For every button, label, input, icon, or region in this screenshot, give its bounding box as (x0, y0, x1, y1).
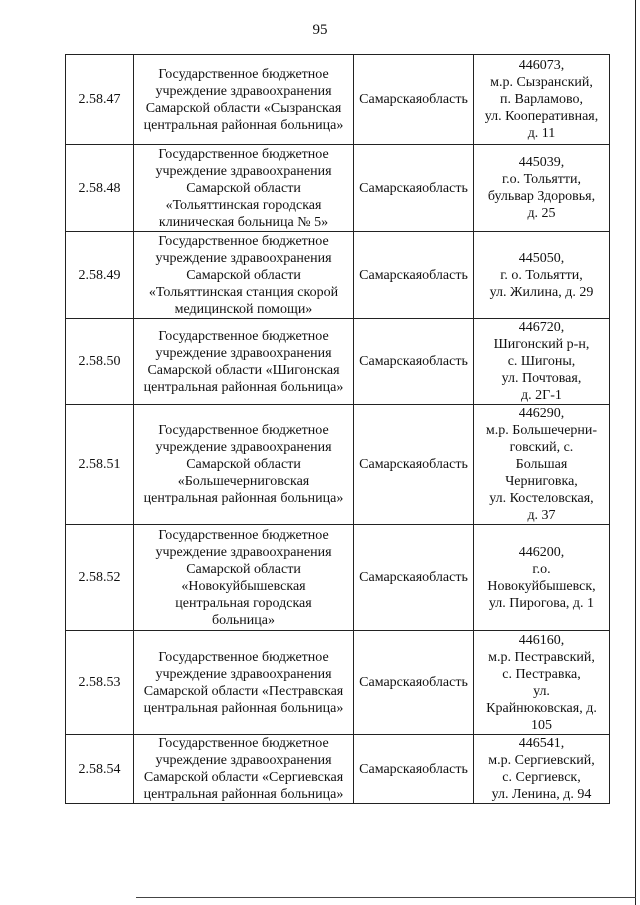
institution-name-line: учреждение здравоохранения (155, 83, 332, 99)
institution-name-line: Государственное бюджетное (158, 66, 329, 82)
address-line: 105 (531, 717, 552, 733)
address-line: ул. Костеловская, (489, 491, 594, 506)
address-line: г.о. Тольятти, (501, 172, 582, 187)
address-line: 446290, (518, 406, 565, 421)
institution-name-line: центральная районная больница» (143, 491, 344, 506)
region (354, 145, 474, 232)
address-line: 446160, (518, 632, 565, 648)
address (474, 55, 610, 145)
address (474, 232, 610, 319)
institution-name-line: Государственное бюджетное (158, 527, 329, 543)
region-line: Самарская (359, 267, 423, 283)
institution-name-line: «Тольяттинская станция скорой (148, 284, 339, 300)
institution-name-line: клиническая больница № 5» (158, 214, 329, 230)
region-line: Самарская (359, 92, 423, 107)
institution-name (134, 525, 354, 631)
row-number: 2.58.50 (66, 319, 134, 405)
address (474, 405, 610, 525)
address-line: Большая (515, 457, 568, 472)
region (354, 631, 474, 735)
institution-name-line: «Тольяттинская городская (165, 197, 322, 213)
table-row (66, 525, 610, 631)
institution-name-line: центральная районная больница» (143, 700, 344, 716)
row-number: 2.58.53 (66, 631, 134, 735)
region-line: область (422, 92, 468, 107)
region (354, 405, 474, 525)
address-line: ул. Пирогова, д. 1 (488, 595, 595, 611)
region-line: Самарская (359, 675, 423, 690)
address-line: г.о. (532, 561, 551, 577)
region (354, 55, 474, 145)
region-line: Самарская (359, 180, 423, 196)
region-line: Самарская (359, 570, 423, 585)
row-number: 2.58.48 (66, 145, 134, 232)
address-line: 445050, (518, 250, 565, 266)
institution-name (134, 735, 354, 804)
institution-name-line: больница» (212, 612, 275, 628)
address-line: Крайнюковская, д. (486, 700, 597, 716)
address-line: с. Пестравка, (502, 666, 581, 682)
address (474, 145, 610, 232)
scan-edge-bottom (136, 897, 636, 898)
table-row (66, 735, 610, 804)
institution-name-line: медицинской помощи» (174, 301, 313, 317)
row-number: 2.58.52 (66, 525, 134, 631)
address-line: бульвар Здоровья, (487, 189, 596, 204)
table-row (66, 405, 610, 525)
scan-edge-right (635, 0, 636, 905)
institution-name-line: Государственное бюджетное (158, 146, 329, 162)
address-line: д. 25 (527, 206, 556, 221)
address-line: м.р. Сызранский, (490, 75, 593, 90)
address-line: 446541, (518, 736, 565, 751)
address-line: п. Варламово, (500, 92, 583, 107)
address-line: м.р. Сергиевский, (488, 753, 595, 768)
institution-name-line: «Большечерниговская (177, 474, 310, 489)
institution-name-line: центральная районная больница» (143, 117, 344, 133)
institution-name-line: Самарской области «Пестравская (143, 683, 344, 699)
institution-name-line: учреждение здравоохранения (155, 666, 332, 682)
address-line: ул. Почтовая, (501, 371, 582, 386)
institution-name-line: учреждение здравоохранения (155, 250, 332, 266)
address-line: д. 37 (527, 508, 556, 523)
address-line: говский, с. (509, 440, 574, 455)
registry-table (65, 54, 610, 804)
address (474, 319, 610, 405)
registry-table-body (66, 55, 610, 804)
address-line: д. 2Г-1 (521, 388, 562, 403)
region-line: Самарская (359, 457, 423, 472)
address-line: Черниговка, (505, 474, 578, 489)
row-number: 2.58.47 (66, 55, 134, 145)
address-line: ул. Кооперативная, (484, 109, 599, 124)
address-line: 446200, (518, 544, 565, 560)
institution-name (134, 405, 354, 525)
address-line: м.р. Пестравский, (488, 649, 595, 665)
region-line: Самарская (359, 354, 423, 369)
institution-name (134, 232, 354, 319)
region (354, 319, 474, 405)
address (474, 631, 610, 735)
address-line: 446720, (518, 320, 565, 335)
institution-name-line: учреждение здравоохранения (155, 753, 332, 768)
institution-name-line: «Новокуйбышевская (181, 578, 306, 594)
institution-name-line: центральная районная больница» (143, 787, 344, 802)
region (354, 232, 474, 319)
institution-name-line: Государственное бюджетное (158, 649, 329, 665)
table-row (66, 631, 610, 735)
institution-name-line: Государственное бюджетное (158, 423, 329, 438)
address (474, 735, 610, 804)
address-line: 445039, (518, 155, 565, 170)
region-line: область (422, 761, 468, 777)
institution-name-line: Самарской области «Сергиевская (143, 770, 344, 785)
institution-name-line: Государственное бюджетное (158, 736, 329, 751)
institution-name-line: учреждение здравоохранения (155, 544, 332, 560)
region-line: область (422, 267, 468, 283)
institution-name-line: Государственное бюджетное (158, 328, 329, 344)
page-number: 95 (312, 22, 328, 38)
address-line: ул. (533, 683, 550, 699)
address-line: Новокуйбышевск, (487, 578, 596, 594)
table-row (66, 145, 610, 232)
region-line: область (422, 354, 468, 369)
institution-name-line: Государственное бюджетное (158, 233, 329, 249)
institution-name-line: центральная городская (175, 595, 312, 611)
institution-name-line: учреждение здравоохранения (155, 345, 332, 361)
institution-name-line: Самарской области «Шигонская (147, 362, 340, 378)
table-row (66, 232, 610, 319)
row-number: 2.58.54 (66, 735, 134, 804)
address-line: г. о. Тольятти, (500, 267, 583, 283)
region (354, 525, 474, 631)
institution-name-line: учреждение здравоохранения (155, 440, 332, 455)
address-line: ул. Ленина, д. 94 (491, 787, 592, 802)
address-line: Шигонский р-н, (493, 337, 590, 352)
address-line: д. 11 (527, 126, 556, 141)
institution-name-line: Самарской области «Сызранская (145, 100, 342, 116)
region-line: область (422, 675, 468, 690)
institution-name (134, 55, 354, 145)
institution-name-line: Самарской области (186, 180, 301, 196)
region-line: Самарская (359, 761, 423, 777)
institution-name-line: Самарской области (186, 457, 301, 472)
region-line: область (422, 570, 468, 585)
row-number: 2.58.49 (66, 232, 134, 319)
address-line: с. Шигоны, (507, 354, 576, 369)
address (474, 525, 610, 631)
institution-name-line: Самарской области (186, 561, 301, 577)
institution-name-line: центральная районная больница» (143, 379, 344, 395)
region-line: область (422, 180, 468, 196)
address-line: ул. Жилина, д. 29 (489, 284, 594, 300)
address-line: с. Сергиевск, (502, 770, 581, 785)
region (354, 735, 474, 804)
region-line: область (422, 457, 468, 472)
institution-name (134, 631, 354, 735)
row-number: 2.58.51 (66, 405, 134, 525)
institution-name (134, 319, 354, 405)
table-row (66, 55, 610, 145)
institution-name-line: Самарской области (186, 267, 301, 283)
address-line: м.р. Большечерни- (485, 423, 598, 438)
table-row (66, 319, 610, 405)
address-line: 446073, (518, 58, 565, 73)
institution-name-line: учреждение здравоохранения (155, 163, 332, 179)
institution-name (134, 145, 354, 232)
